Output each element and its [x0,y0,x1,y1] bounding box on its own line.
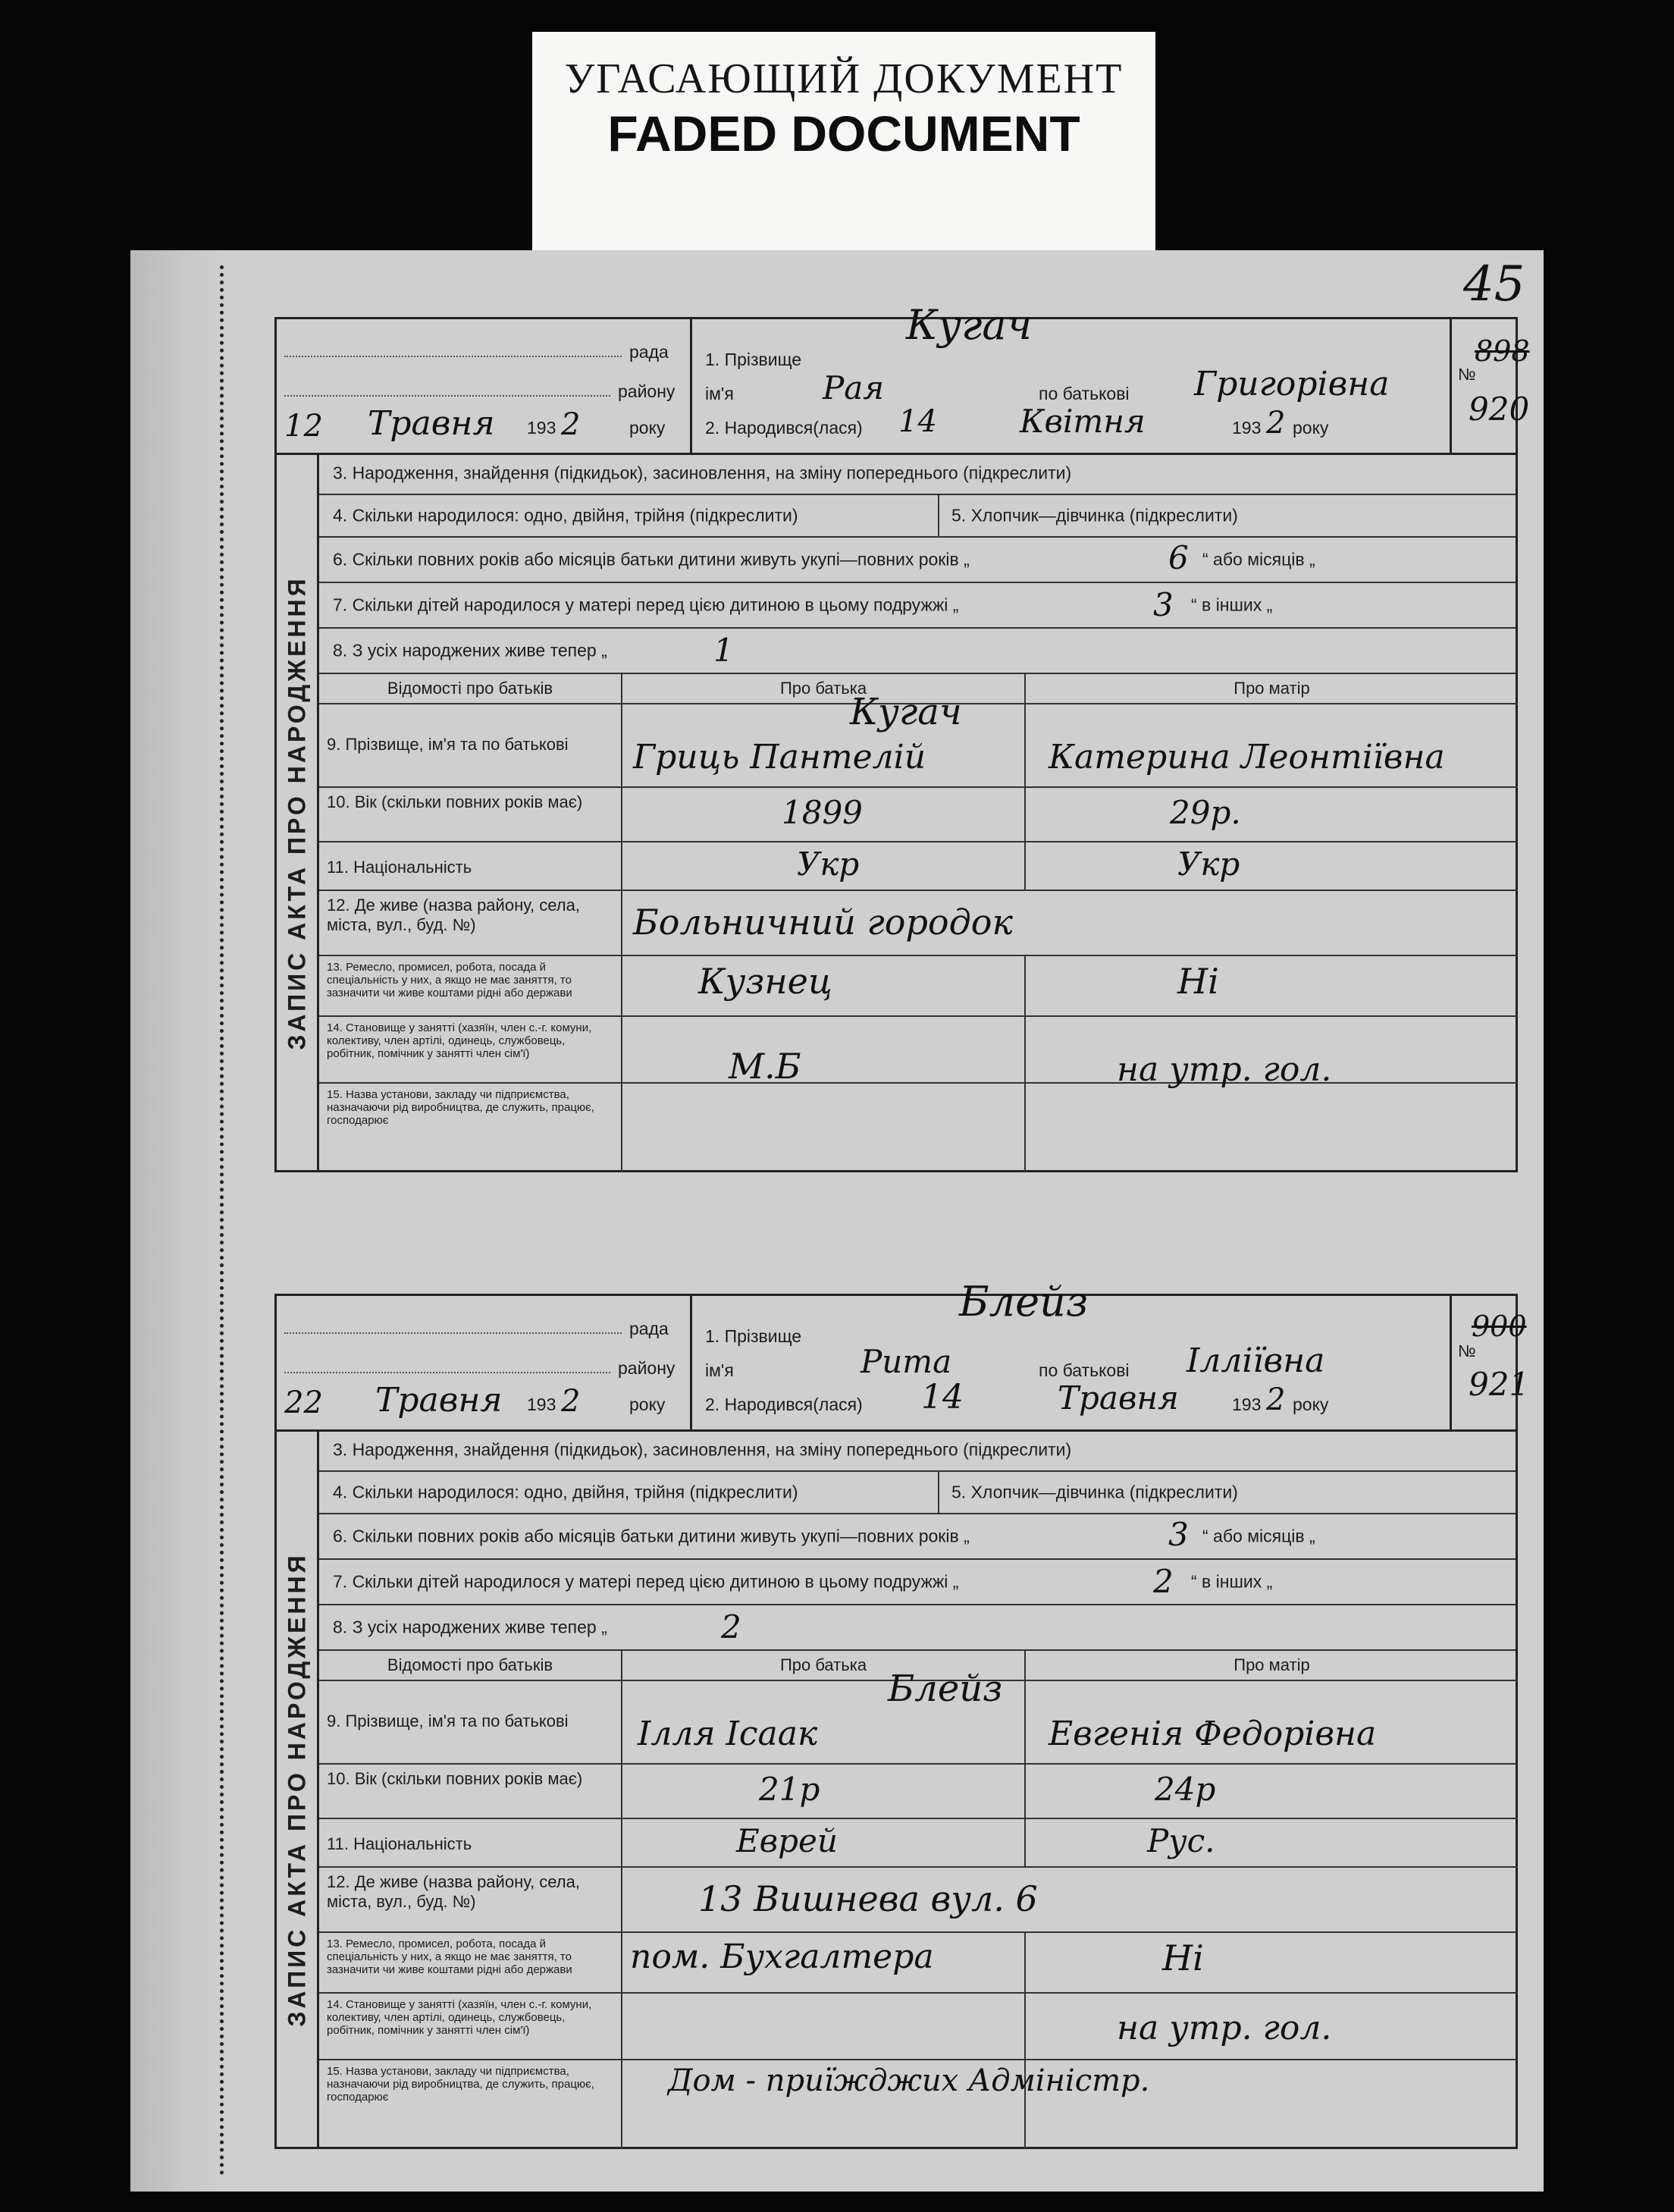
father-nationality: Еврей [736,1822,838,1859]
surname-label: 1. Прізвище [705,1326,802,1346]
header-mother: Про матір [1026,674,1518,704]
year-prefix: 193 [527,1395,556,1414]
header-mother: Про матір [1026,1651,1518,1681]
row-10-label: 10. Вік (скільки повних років має) [319,788,622,842]
number-old: 898 [1475,334,1530,368]
record-number-column [1450,1296,1530,1429]
father-address: 13 Вишнева вул. 6 [698,1878,1038,1919]
number-label: № [1458,365,1476,384]
question-4-5: 4. Скільки народилося: одно, двійня, трійня (підкреслити) 5. Хлопчик—дівчинка (підкреслити) [319,495,1516,538]
row-11-label: 11. Національність [319,842,622,891]
label-line-en: FADED DOCUMENT [607,105,1080,162]
rayonu-label: району [618,1358,676,1378]
roku-label: року [629,418,666,438]
birth-roku-label: року [1293,418,1329,438]
row-13-label: 13. Ремесло, промисел, робота, посада й спеціальність у них, а якщо не має заняття, то зазначити чи живе коштами рідні або держави [319,1933,622,1994]
birth-day: 14 [898,404,937,439]
father-age: 1899 [782,794,863,831]
father-nat-cell [622,1819,1026,1868]
parents-table [319,1651,1516,2149]
father-status-cell [622,1017,1026,1084]
father-place: Дом - приїжджих Адміністр. [668,2063,1150,2098]
mother-place-cell [1026,1050,1518,1172]
number-new: 921 [1469,1366,1530,1403]
address-cell [622,891,1518,956]
rada-label: рада [629,342,669,362]
reg-month: Травня [368,404,495,443]
father-age-cell [622,788,1026,842]
perforation [220,265,224,2176]
father-nat-cell [622,842,1026,891]
reg-year: 2 [561,407,581,442]
born-label: 2. Народився(лася) [705,418,863,438]
page-edge [130,250,229,2192]
birth-month: Травня [1058,1379,1179,1417]
father-name-cell [622,691,1026,788]
father-place-cell [622,1046,1026,1172]
father-surname: Блейз [888,1668,1003,1710]
question-6: 6. Скільки повних років або місяців батьки дитини живуть укупі—повних років „ 6 “ або місяців „ [319,538,1516,583]
mother-job-cell [1026,956,1518,1017]
father-job: пом. Бухгалтера [630,1937,934,1976]
mother-age: 24р [1155,1771,1216,1808]
row-15-label: 15. Назва установи, закладу чи підприємства, назначаючи рід виробництва, де служить, працює, господарює [319,2060,622,2149]
number-label: № [1458,1341,1476,1360]
birth-month: Квітня [1020,403,1146,440]
child-surname: Кугач [906,301,1033,349]
reg-day: 22 [284,1385,323,1420]
father-age-cell [622,1765,1026,1819]
page-number: 45 [1463,256,1525,312]
row-12-label: 12. Де живе (назва району, села, міста, вул., буд. №) [319,891,622,956]
rayonu-label: району [618,381,676,401]
birth-year-prefix: 193 [1232,418,1262,438]
children-before: 2 [1153,1563,1174,1600]
mother-nationality: Рус. [1147,1822,1215,1859]
mother-name: Катерина Леонтіївна [1049,738,1445,777]
mother-place-cell [1026,2060,1518,2149]
row-14-label: 14. Становище у занятті (хазяїн, член с.-г. комуни, колективу, член артілі, одинець, службовець, робітник, помічник у занятті член сім'ї) [319,1017,622,1084]
row-15-label: 15. Назва установи, закладу чи підприємства, назначаючи рід виробництва, де служить, працює, господарює [319,1084,622,1172]
years-together: 6 [1168,539,1189,576]
name-label: ім'я [705,384,734,403]
father-surname: Кугач [850,691,962,733]
question-3: 3. Народження, знайдення (підкидьок), засиновлення, на зміну попереднього (підкреслити) [319,453,1516,495]
children-alive: 1 [713,632,734,669]
roku-label: року [629,1395,666,1414]
mother-job: Ні [1177,961,1219,1002]
row-11-label: 11. Національність [319,1819,622,1868]
mother-job-cell [1026,1933,1518,1994]
reg-day: 12 [284,409,323,444]
child-patronymic: Ілліївна [1187,1341,1325,1380]
name-label: ім'я [705,1360,734,1380]
mother-name-cell [1026,704,1518,788]
question-7: 7. Скільки дітей народилося у матері перед цією дитиною в цьому подружжі „ 2 “ в інших „ [319,1560,1516,1605]
header-father: Про батька [622,674,1026,704]
side-title [277,453,319,1172]
reg-month: Травня [375,1381,503,1420]
patronymic-label: по батькові [1039,384,1130,403]
question-3: 3. Народження, знайдення (підкидьок), засиновлення, на зміну попереднього (підкреслити) [319,1429,1516,1472]
patronymic-label: по батькові [1039,1360,1130,1380]
row-14-label: 14. Становище у занятті (хазяїн, член с.-г. комуни, колективу, член артілі, одинець, службовець, робітник, помічник у занятті член сім'ї) [319,1994,622,2060]
birth-year-prefix: 193 [1232,1395,1262,1414]
row-13-label: 13. Ремесло, промисел, робота, посада й спеціальність у них, а якщо не має заняття, то зазначити чи живе коштами рідні або держави [319,956,622,1017]
year-prefix: 193 [527,418,556,438]
faded-document-label [532,32,1155,256]
father-place: М.Б [729,1046,801,1087]
birth-record-1 [274,301,1530,1172]
row-10-label: 10. Вік (скільки повних років має) [319,1765,622,1819]
birth-day: 14 [921,1378,964,1417]
surname-label: 1. Прізвище [705,350,802,369]
number-new: 920 [1469,391,1530,428]
father-name: Гриць Пантелій [633,738,926,777]
registration-column [277,1296,692,1429]
mother-place: на утр. гол. [1117,2009,1332,2047]
side-title-text: ЗАПИС АКТА ПРО НАРОДЖЕННЯ [283,1552,310,2027]
question-7: 7. Скільки дітей народилося у матері перед цією дитиною в цьому подружжі „ 3 “ в інших „ [319,583,1516,629]
row-9-label: 9. Прізвище, ім'я та по батькові [319,1681,622,1765]
mother-age-cell [1026,788,1518,842]
mother-nat-cell [1026,842,1518,891]
side-title [277,1429,319,2149]
record-number-column [1450,319,1530,453]
born-label: 2. Народився(лася) [705,1395,863,1414]
years-together: 3 [1168,1516,1189,1553]
mother-age-cell [1026,1765,1518,1819]
mother-job: Ні [1162,1937,1204,1978]
mother-age: 29р. [1170,794,1241,831]
children-alive: 2 [721,1608,741,1646]
mother-nat-cell [1026,1819,1518,1868]
child-name: Рая [823,369,885,406]
label-line-ru: УГАСАЮЩИЙ ДОКУМЕНТ [564,55,1124,102]
parents-table [319,674,1516,1172]
father-name-cell [622,1668,1026,1765]
header-info: Відомості про батьків [319,674,622,704]
birth-roku-label: року [1293,1395,1329,1414]
question-8: 8. З усіх народжених живе тепер „ 1 [319,629,1516,674]
mother-name-cell [1026,1681,1518,1765]
row-9-label: 9. Прізвище, ім'я та по батькові [319,704,622,788]
mother-name: Евгенія Федорівна [1049,1715,1377,1753]
number-old: 900 [1472,1310,1527,1343]
side-title-text: ЗАПИС АКТА ПРО НАРОДЖЕННЯ [283,575,310,1050]
child-surname: Блейз [959,1278,1089,1326]
father-place-cell [622,2060,1150,2149]
child-patronymic: Григорівна [1194,365,1390,403]
row-12-label: 12. Де живе (назва району, села, міста, вул., буд. №) [319,1868,622,1933]
question-6: 6. Скільки повних років або місяців батьки дитини живуть укупі—повних років „ 3 “ або місяців „ [319,1514,1516,1560]
record-header [277,1278,1530,1432]
father-name: Ілля Ісаак [638,1715,818,1753]
header-info: Відомості про батьків [319,1651,622,1681]
father-job: Кузнец [698,961,832,1002]
question-4-5: 4. Скільки народилося: одно, двійня, трійня (підкреслити) 5. Хлопчик—дівчинка (підкреслити) [319,1472,1516,1514]
rada-label: рада [629,1319,669,1338]
birth-record-2 [274,1278,1530,2149]
mother-status-cell [1026,1994,1518,2060]
header-father: Про батька [622,1651,1026,1681]
father-address: Больничний городок [633,902,1013,943]
registration-column [277,319,692,453]
question-8: 8. З усіх народжених живе тепер „ 2 [319,1605,1516,1651]
father-age: 21р [759,1771,820,1808]
father-job-cell [622,1933,1026,1994]
father-nationality: Укр [797,846,860,883]
birth-year: 2 [1266,406,1286,441]
children-before: 3 [1153,586,1174,623]
reg-year: 2 [561,1384,581,1419]
address-cell [622,1868,1518,1933]
mother-place: на утр. гол. [1117,1050,1332,1089]
child-name: Рита [861,1343,952,1380]
record-header [277,301,1530,455]
father-status-cell [622,1994,1026,2060]
mother-nationality: Укр [1177,846,1240,883]
birth-year: 2 [1266,1382,1286,1417]
father-job-cell [622,956,1026,1017]
